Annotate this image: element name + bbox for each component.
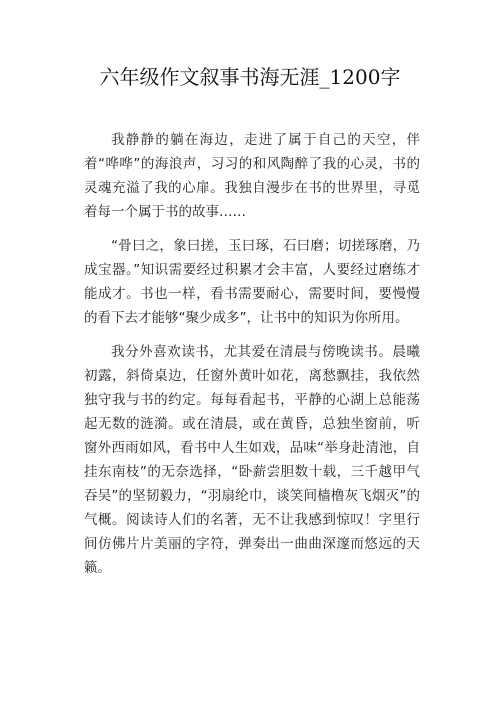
document-title: 六年级作文叙事书海无涯_1200字 <box>99 65 401 89</box>
paragraph: “骨曰之，象曰搓，玉曰琢，石曰磨；切搓琢磨，乃成宝器。”知识需要经过积累才会丰富，人要经过磨练才能成才。书也一样，看书需要耐心，需要时间，要慢慢的看下去才能够“聚少成多”，让书中的知识为你所用。 <box>84 238 420 326</box>
paragraph: 我分外喜欢读书，尤其爱在清晨与傍晚读书。晨曦初露，斜倚桌边，任窗外黄叶如花，离愁飘挂，我依然独守我与书的约定。每每看起书，平静的心湖上总能荡起无数的涟漪。或在清晨，或在黄昏，总独坐窗前，听窗外西雨如风，看书中人生如戏，品味“举身赴清池，自挂东南枝”的无奈选择，“卧薪尝胆数十载，三千越甲气吞吴”的坚韧毅力，“羽扇纶巾，谈笑间樯橹灰飞烟灭”的气概。阅读诗人们的名著，无不让我感到惊叹！字里行间仿佛片片美丽的字符，弹奏出一曲曲深邃而悠远的天籁。 <box>84 344 420 576</box>
paragraph: 我静静的躺在海边，走进了属于自己的天空，伴着“哗哗”的海浪声，习习的和风陶醉了我的心灵，书的灵魂充溢了我的心扉。我独自漫步在书的世界里，寻觅着每一个属于书的故事…… <box>84 132 420 220</box>
document-body <box>84 128 420 590</box>
